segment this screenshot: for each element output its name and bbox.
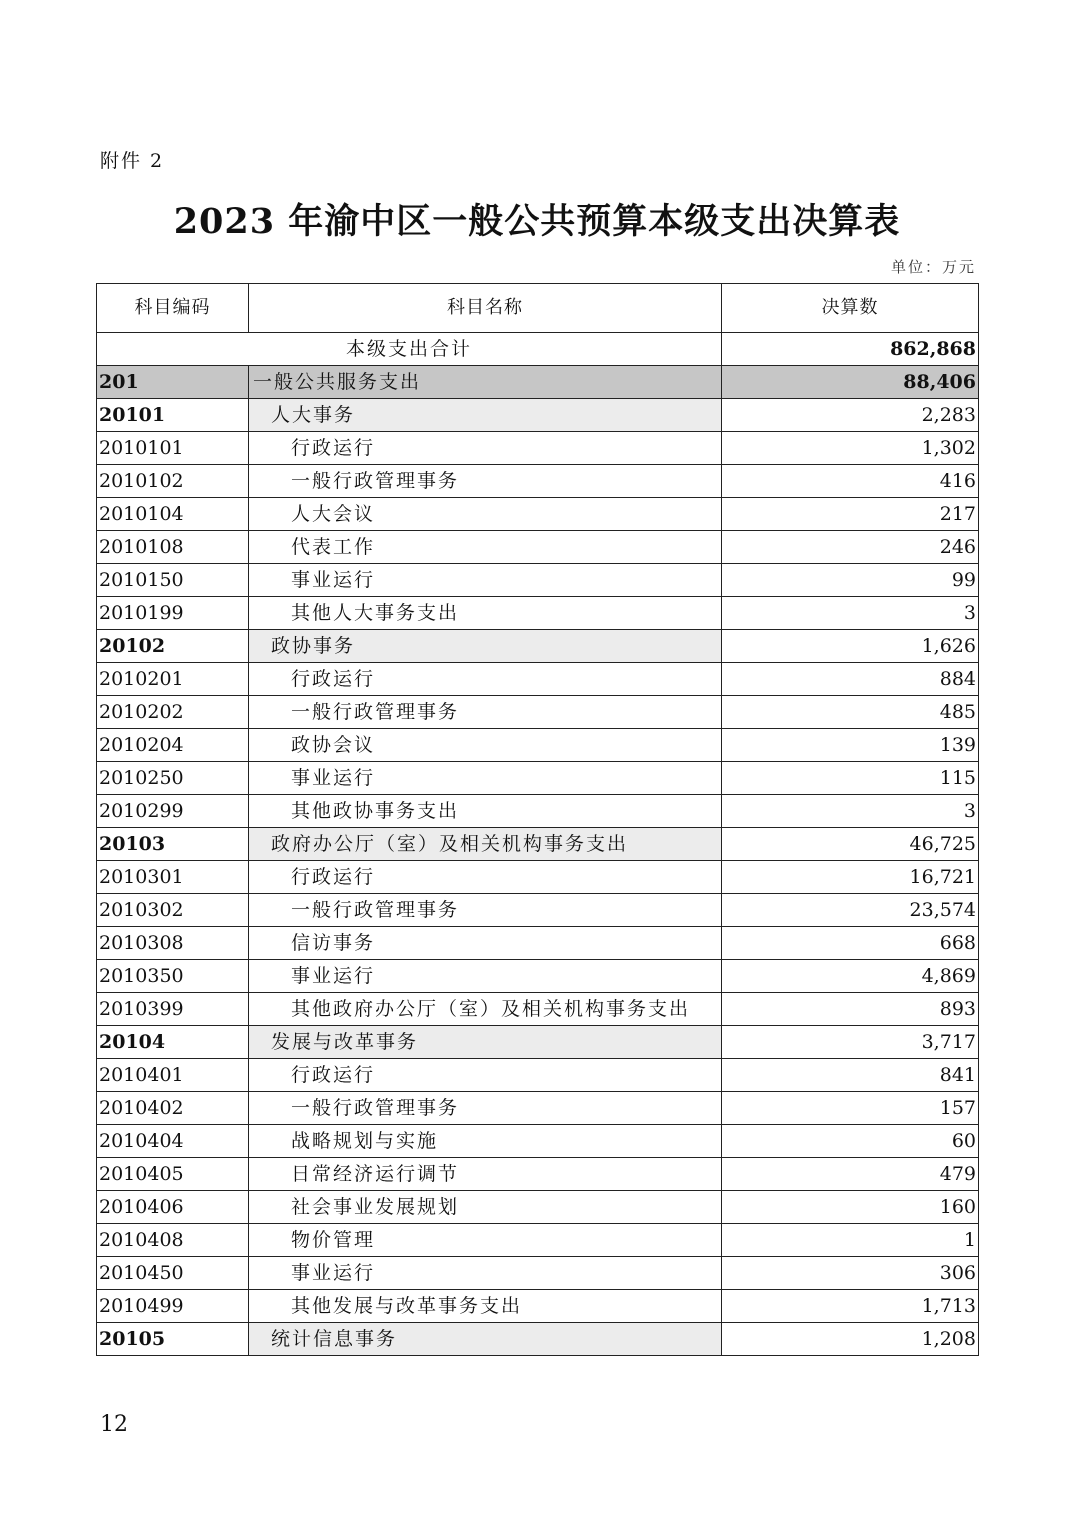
row-name: 一般行政管理事务: [249, 894, 722, 927]
table-row: [97, 762, 979, 795]
row-name: 统计信息事务: [249, 1323, 722, 1356]
row-value: 60: [722, 1125, 979, 1158]
row-code: 2010399: [97, 993, 249, 1026]
row-value: 3: [722, 795, 979, 828]
row-name: 一般公共服务支出: [249, 366, 722, 399]
table-row: [97, 696, 979, 729]
table-row: [97, 1125, 979, 1158]
row-code: 2010150: [97, 564, 249, 597]
row-name: 社会事业发展规划: [249, 1191, 722, 1224]
row-code: 2010102: [97, 465, 249, 498]
row-value: 4,869: [722, 960, 979, 993]
row-name: 代表工作: [249, 531, 722, 564]
budget-table: [96, 283, 979, 1356]
row-value: 46,725: [722, 828, 979, 861]
row-name: 行政运行: [249, 663, 722, 696]
row-name: 行政运行: [249, 432, 722, 465]
table-row: [97, 1224, 979, 1257]
row-name: 政府办公厅（室）及相关机构事务支出: [249, 828, 722, 861]
row-value: 1,713: [722, 1290, 979, 1323]
attachment-label: 附件 2: [100, 150, 165, 172]
table-row: [97, 597, 979, 630]
row-code: 2010308: [97, 927, 249, 960]
row-code: 2010350: [97, 960, 249, 993]
total-value: 862,868: [722, 333, 979, 366]
table-row: [97, 729, 979, 762]
row-code: 2010104: [97, 498, 249, 531]
table-row: [97, 960, 979, 993]
row-name: 人大会议: [249, 498, 722, 531]
row-name: 人大事务: [249, 399, 722, 432]
row-value: 893: [722, 993, 979, 1026]
row-code: 2010499: [97, 1290, 249, 1323]
row-name: 一般行政管理事务: [249, 465, 722, 498]
row-value: 884: [722, 663, 979, 696]
table-row: [97, 993, 979, 1026]
row-value: 99: [722, 564, 979, 597]
row-code: 2010201: [97, 663, 249, 696]
row-value: 479: [722, 1158, 979, 1191]
row-name: 行政运行: [249, 1059, 722, 1092]
row-name: 政协会议: [249, 729, 722, 762]
row-name: 事业运行: [249, 960, 722, 993]
row-code: 2010402: [97, 1092, 249, 1125]
row-value: 1,626: [722, 630, 979, 663]
row-value: 246: [722, 531, 979, 564]
row-value: 1: [722, 1224, 979, 1257]
row-code: 2010204: [97, 729, 249, 762]
row-name: 事业运行: [249, 1257, 722, 1290]
row-code: 2010101: [97, 432, 249, 465]
row-value: 3: [722, 597, 979, 630]
header-value: 决算数: [722, 284, 979, 333]
table-row: [97, 1323, 979, 1356]
row-code: 20101: [97, 399, 249, 432]
row-code: 20104: [97, 1026, 249, 1059]
table-row: [97, 927, 979, 960]
table-row: [97, 1092, 979, 1125]
row-value: 16,721: [722, 861, 979, 894]
table-row: [97, 861, 979, 894]
row-code: 2010450: [97, 1257, 249, 1290]
row-name: 发展与改革事务: [249, 1026, 722, 1059]
row-code: 2010301: [97, 861, 249, 894]
total-row: [97, 333, 979, 366]
row-value: 157: [722, 1092, 979, 1125]
table-row: [97, 894, 979, 927]
table-row: [97, 1059, 979, 1092]
table-row: [97, 1257, 979, 1290]
row-name: 其他政府办公厅（室）及相关机构事务支出: [249, 993, 722, 1026]
table-row: [97, 1290, 979, 1323]
table-row: [97, 630, 979, 663]
row-name: 其他人大事务支出: [249, 597, 722, 630]
row-value: 217: [722, 498, 979, 531]
row-code: 2010401: [97, 1059, 249, 1092]
row-value: 1,208: [722, 1323, 979, 1356]
row-name: 战略规划与实施: [249, 1125, 722, 1158]
row-code: 2010405: [97, 1158, 249, 1191]
row-name: 其他发展与改革事务支出: [249, 1290, 722, 1323]
row-value: 115: [722, 762, 979, 795]
table-row: [97, 1158, 979, 1191]
table-row: [97, 465, 979, 498]
row-value: 88,406: [722, 366, 979, 399]
table-row: [97, 432, 979, 465]
table-row: [97, 531, 979, 564]
row-name: 政协事务: [249, 630, 722, 663]
table-row: [97, 1191, 979, 1224]
row-code: 2010199: [97, 597, 249, 630]
table-row: [97, 498, 979, 531]
row-value: 139: [722, 729, 979, 762]
row-code: 2010250: [97, 762, 249, 795]
row-code: 2010108: [97, 531, 249, 564]
page-title: 2023 年渝中区一般公共预算本级支出决算表: [173, 201, 901, 242]
row-code: 201: [97, 366, 249, 399]
row-code: 20102: [97, 630, 249, 663]
table-row: [97, 564, 979, 597]
row-code: 20103: [97, 828, 249, 861]
header-name: 科目名称: [249, 284, 722, 333]
row-value: 416: [722, 465, 979, 498]
row-code: 2010202: [97, 696, 249, 729]
table-row: [97, 828, 979, 861]
header-code: 科目编码: [97, 284, 249, 333]
row-name: 日常经济运行调节: [249, 1158, 722, 1191]
row-value: 3,717: [722, 1026, 979, 1059]
page-number: 12: [100, 1412, 128, 1437]
row-name: 事业运行: [249, 564, 722, 597]
table-row: [97, 366, 979, 399]
row-code: 2010408: [97, 1224, 249, 1257]
row-value: 160: [722, 1191, 979, 1224]
row-value: 668: [722, 927, 979, 960]
unit-label: 单位：万元: [890, 258, 976, 276]
table-row: [97, 663, 979, 696]
table-row: [97, 1026, 979, 1059]
row-code: 2010404: [97, 1125, 249, 1158]
row-name: 事业运行: [249, 762, 722, 795]
row-value: 1,302: [722, 432, 979, 465]
total-label: 本级支出合计: [97, 333, 722, 366]
row-value: 23,574: [722, 894, 979, 927]
row-code: 2010299: [97, 795, 249, 828]
row-code: 20105: [97, 1323, 249, 1356]
row-code: 2010406: [97, 1191, 249, 1224]
row-name: 一般行政管理事务: [249, 1092, 722, 1125]
row-name: 物价管理: [249, 1224, 722, 1257]
table-row: [97, 795, 979, 828]
row-name: 一般行政管理事务: [249, 696, 722, 729]
table-row: [97, 399, 979, 432]
row-name: 信访事务: [249, 927, 722, 960]
row-value: 306: [722, 1257, 979, 1290]
header-row: [97, 284, 979, 333]
row-value: 841: [722, 1059, 979, 1092]
row-value: 485: [722, 696, 979, 729]
row-name: 其他政协事务支出: [249, 795, 722, 828]
row-code: 2010302: [97, 894, 249, 927]
row-value: 2,283: [722, 399, 979, 432]
row-name: 行政运行: [249, 861, 722, 894]
